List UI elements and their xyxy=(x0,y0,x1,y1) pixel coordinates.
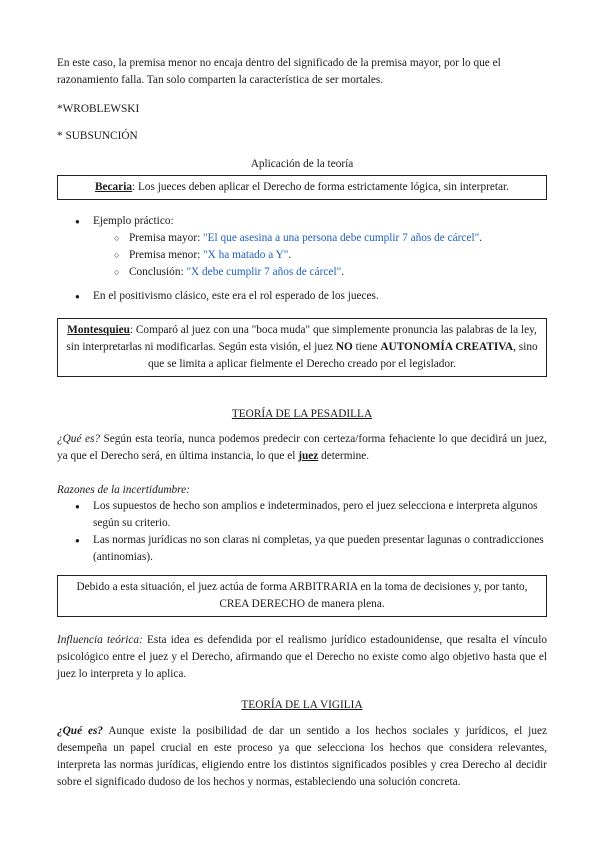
que-es-label: ¿Qué es? xyxy=(57,433,101,445)
list-item: ● Los supuestos de hecho son amplios e indeterminados, pero el juez selecciona e interpreta algunos según su criterio. xyxy=(57,498,547,532)
vigilia-que-es xyxy=(57,723,547,791)
premisa-mayor-label: Premisa mayor: xyxy=(129,231,204,244)
premisa-menor-value: "X ha matado a Y" xyxy=(203,248,289,261)
wroblewski-note: *WROBLEWSKI xyxy=(57,103,140,115)
montesquieu-autonomia: AUTONOMÍA CREATIVA xyxy=(380,340,514,353)
juez-emphasis: juez xyxy=(298,449,319,462)
influencia-paragraph xyxy=(57,632,547,683)
montesquieu-text: : Comparó al juez con una "boca muda" que simplemente pronuncia las palabras de la ley, sin interpretarlas ni modificarlas. Según esta visión, el juez xyxy=(66,324,537,353)
vigilia-title: TEORÍA DE LA VIGILIA xyxy=(241,699,363,711)
montesquieu-box xyxy=(57,318,547,377)
list-item: ○ Premisa menor: "X ha matado a Y". xyxy=(57,247,547,264)
aplicacion-title: Aplicación de la teoría xyxy=(250,158,354,170)
conclusion-label: Conclusión: xyxy=(129,265,187,278)
list-item xyxy=(57,213,547,230)
razones-list xyxy=(57,498,547,566)
montesquieu-text: , sino que se limita a aplicar fielmente el Derecho creado por el legislador. xyxy=(147,340,538,370)
ejemplo-label: Ejemplo práctico: xyxy=(93,215,174,227)
razones-label: Razones de la incertidumbre: xyxy=(57,484,190,496)
becaria-box xyxy=(57,175,547,200)
becaria-text: : Los jueces deben aplicar el Derecho de forma estrictamente lógica, sin interpretar. xyxy=(131,181,510,193)
influencia-label: Influencia teórica: xyxy=(57,634,143,646)
premisa-mayor-value: "El que asesina a una persona debe cumplir 7 años de cárcel" xyxy=(203,231,480,244)
list-item: ● Las normas jurídicas no son claras ni completas, ya que pueden presentar lagunas o contradicciones (antinomias). xyxy=(57,532,547,566)
conclusion-value: "X debe cumplir 7 años de cárcel" xyxy=(186,265,342,278)
influencia-text: Esta idea es defendida por el realismo jurídico estadounidense, que resalta el vínculo psicológico entre el juez y el Derecho, afirmando que el Derecho no existe como algo objetivo hasta que el juez lo interpreta y lo aplica. xyxy=(57,634,547,680)
que-es-label: ¿Qué es? xyxy=(57,725,104,737)
que-es-text: Según esta teoría, nunca podemos predecir con certeza/forma fehaciente lo que decidirá un juez, ya que el Derecho será, en última instancia, lo que el xyxy=(57,433,547,462)
premisa-menor-label: Premisa menor: xyxy=(129,248,204,261)
pesadilla-que-es xyxy=(57,431,547,465)
que-es-text: Aunque existe la posibilidad de dar un sentido a los hechos sociales y jurídicos, el juez desempeña un papel crucial en este proceso ya que selecciona los hechos que considera relevantes, interpreta las normas jurídicas, eligiendo entre los distintos significados posibles y crea Derecho al decidir sobre el significado dudoso de los hechos y normas, estableciendo una solución concreta. xyxy=(57,725,547,788)
montesquieu-no: NO xyxy=(335,340,353,353)
positivismo-list xyxy=(57,288,547,305)
montesquieu-label: Montesquieu xyxy=(67,324,130,336)
list-item: ○ Premisa mayor: "El que asesina a una persona debe cumplir 7 años de cárcel". xyxy=(57,230,547,247)
list-item: ○ Conclusión: "X debe cumplir 7 años de cárcel". xyxy=(57,264,547,281)
subsuncion-note: * SUBSUNCIÓN xyxy=(57,130,138,142)
becaria-label: Becaria xyxy=(94,181,132,193)
list-item: ● En el positivismo clásico, este era el rol esperado de los jueces. xyxy=(57,288,547,305)
premise-paragraph: En este caso, la premisa menor no encaja dentro del significado de la premisa mayor, por lo que el razonamiento falla. Tan solo comparten la característica de ser mortales. xyxy=(57,57,501,86)
ejemplo-list xyxy=(57,213,547,281)
pesadilla-title: TEORÍA DE LA PESADILLA xyxy=(231,408,373,420)
montesquieu-text: tiene xyxy=(352,340,381,353)
que-es-text: determine. xyxy=(318,449,370,462)
arbitraria-box: Debido a esta situación, el juez actúa de forma ARBITRARIA en la toma de decisiones y, por tanto, CREA DERECHO de manera plena. xyxy=(57,575,547,617)
